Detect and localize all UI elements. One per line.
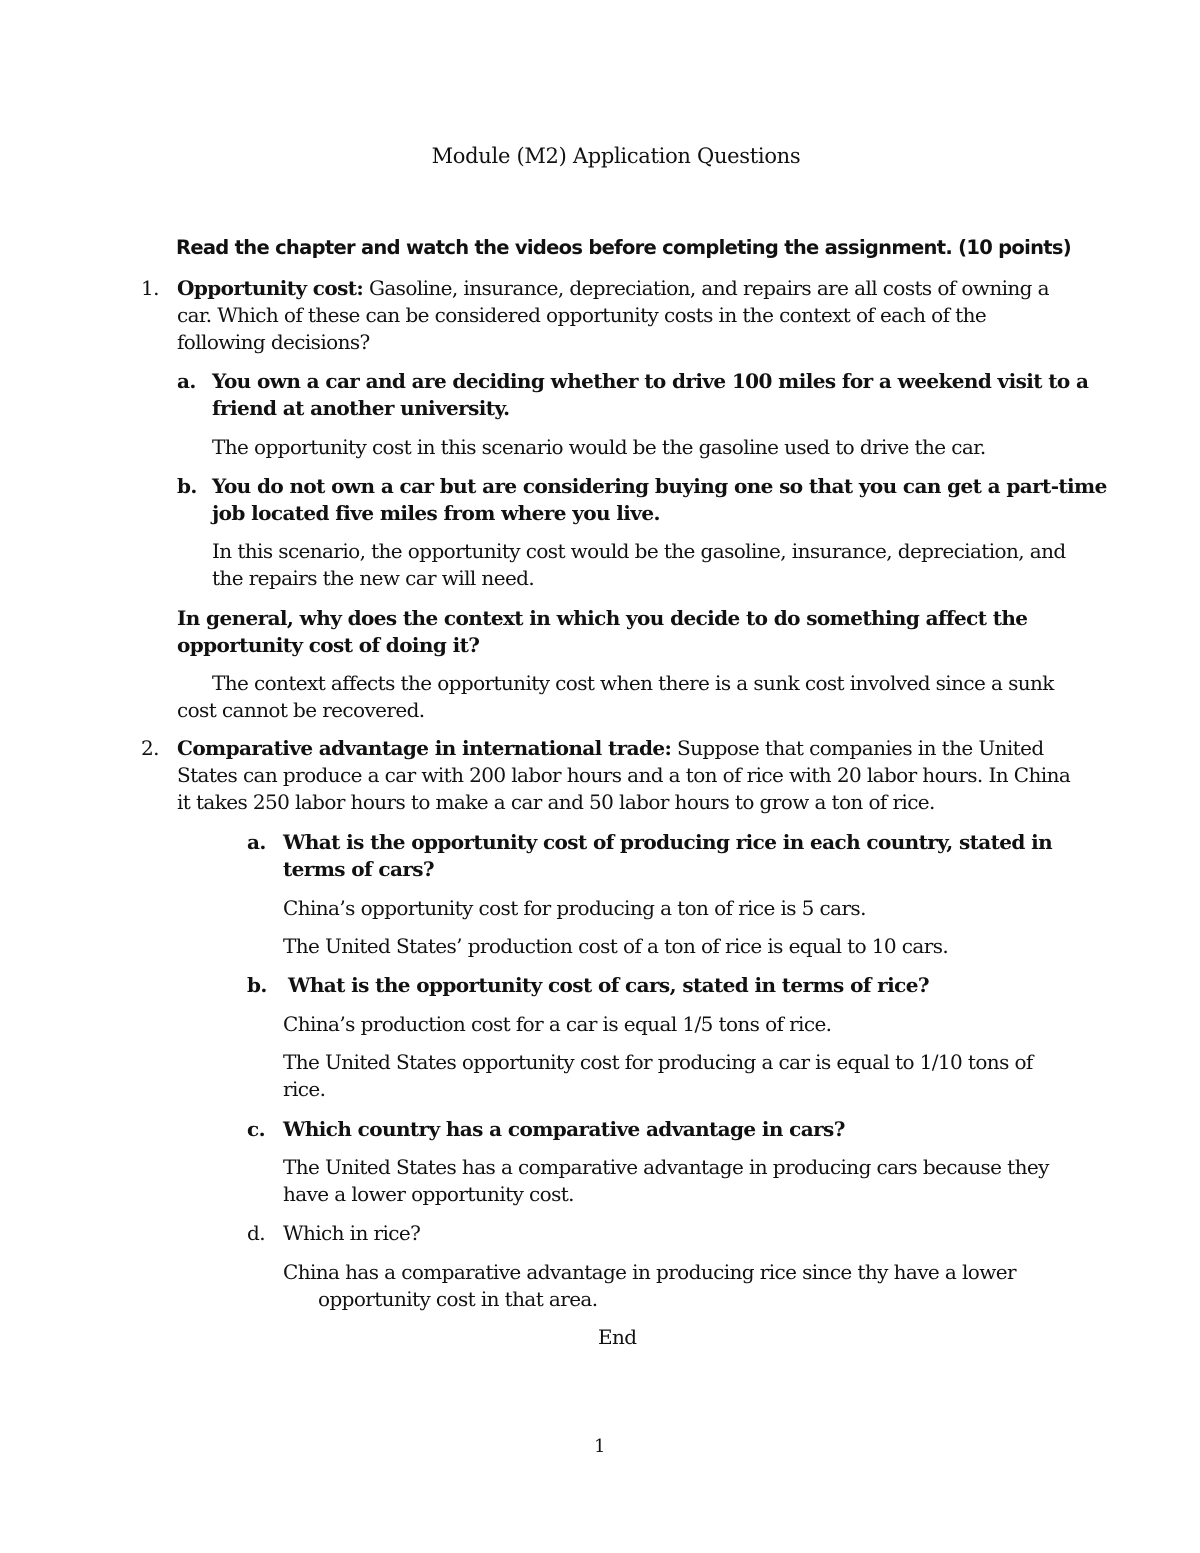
q2a-question-line1: What is the opportunity cost of producing rice in each country, stated in bbox=[283, 830, 1053, 854]
q2b-answer-1: China’s production cost for a car is equal 1/5 tons of rice. bbox=[283, 1012, 832, 1036]
q1a-answer: The opportunity cost in this scenario would be the gasoline used to drive the car. bbox=[212, 435, 986, 459]
q1b-answer-line1: In this scenario, the opportunity cost would be the gasoline, insurance, depreciation, and bbox=[212, 539, 1066, 563]
page-title: Module (M2) Application Questions bbox=[431, 144, 801, 168]
q2c-letter: c. bbox=[247, 1117, 265, 1141]
q1b-question-line1: You do not own a car but are considering buying one so that you can get a part-time bbox=[212, 474, 1107, 498]
q2d-answer-line2: opportunity cost in that area. bbox=[318, 1287, 598, 1311]
q2b-answer-2-line1: The United States opportunity cost for producing a car is equal to 1/10 tons of bbox=[283, 1050, 1033, 1074]
q2b-letter: b. bbox=[247, 973, 267, 997]
q2d-letter: d. bbox=[247, 1221, 265, 1245]
assignment-instructions: Read the chapter and watch the videos before completing the assignment. (10 points) bbox=[176, 236, 1072, 259]
q2-number: 2. bbox=[141, 736, 159, 760]
q1-number: 1. bbox=[141, 276, 159, 300]
q1-general-question-line1: In general, why does the context in which you decide to do something affect the bbox=[177, 606, 1028, 630]
q1a-question-line2: friend at another university. bbox=[212, 396, 510, 420]
q2b-answer-2-line2: rice. bbox=[283, 1077, 326, 1101]
q1-text: Gasoline, insurance, depreciation, and repairs are all costs of owning a bbox=[363, 276, 1049, 300]
q2a-answer-2: The United States’ production cost of a ton of rice is equal to 10 cars. bbox=[283, 934, 949, 958]
q2-text: Suppose that companies in the United bbox=[671, 736, 1044, 760]
end-marker: End bbox=[598, 1325, 637, 1349]
q2d-question: Which in rice? bbox=[283, 1221, 421, 1245]
q1-text-line2: car. Which of these can be considered opportunity costs in the context of each of the bbox=[177, 303, 987, 327]
q1a-letter: a. bbox=[177, 369, 196, 393]
q1-general-answer-line2: cost cannot be recovered. bbox=[177, 698, 425, 722]
q2c-answer-line1: The United States has a comparative advantage in producing cars because they bbox=[283, 1155, 1049, 1179]
q1-general-answer-line1: The context affects the opportunity cost when there is a sunk cost involved since a sunk bbox=[212, 671, 1054, 695]
page-number: 1 bbox=[594, 1436, 605, 1457]
q2-label: Comparative advantage in international trade: bbox=[177, 736, 672, 760]
q2-text-line3: it takes 250 labor hours to make a car and 50 labor hours to grow a ton of rice. bbox=[177, 790, 935, 814]
q2-text-line2: States can produce a car with 200 labor hours and a ton of rice with 20 labor hours. In China bbox=[177, 763, 1071, 787]
q1b-question-line2: job located five miles from where you live. bbox=[212, 501, 660, 525]
q1b-letter: b. bbox=[177, 474, 197, 498]
q2a-letter: a. bbox=[247, 830, 266, 854]
q1-text-line1 bbox=[177, 275, 1049, 302]
q2-text-line1 bbox=[177, 735, 1044, 762]
q1a-question-line1: You own a car and are deciding whether to drive 100 miles for a weekend visit to a bbox=[212, 369, 1089, 393]
q2a-answer-1: China’s opportunity cost for producing a ton of rice is 5 cars. bbox=[283, 896, 866, 920]
q2a-question-line2: terms of cars? bbox=[283, 857, 435, 881]
q2d-answer-line1: China has a comparative advantage in producing rice since thy have a lower bbox=[283, 1260, 1016, 1284]
q2b-question: What is the opportunity cost of cars, stated in terms of rice? bbox=[288, 973, 929, 997]
q2c-question: Which country has a comparative advantage in cars? bbox=[283, 1117, 845, 1141]
q1-general-question-line2: opportunity cost of doing it? bbox=[177, 633, 480, 657]
q1b-answer-line2: the repairs the new car will need. bbox=[212, 566, 535, 590]
q2c-answer-line2: have a lower opportunity cost. bbox=[283, 1182, 574, 1206]
q1-label: Opportunity cost: bbox=[177, 276, 364, 300]
q1-text-line3: following decisions? bbox=[177, 330, 370, 354]
